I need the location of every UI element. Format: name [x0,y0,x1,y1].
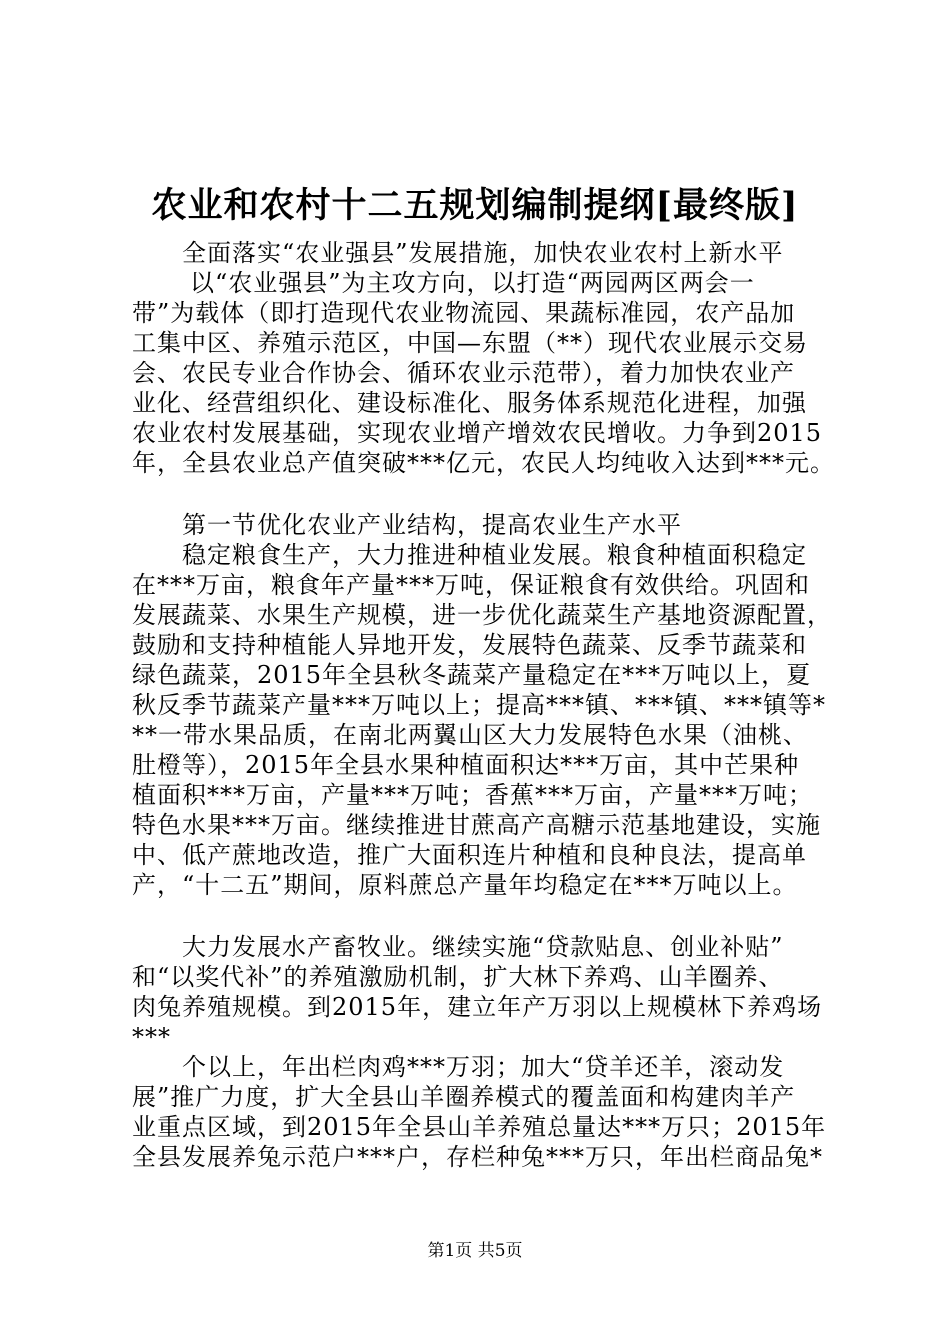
text-line: 特色水果***万亩。继续推进甘蔗高产高糖示范基地建设，实施 [132,811,821,839]
text-line: *** [132,1023,171,1051]
text-line: 肉兔养殖规模。到2015年，建立年产万羽以上规模林下养鸡场 [132,993,823,1021]
text-line: 带”为载体（即打造现代农业物流园、果蔬标准园，农产品加 [132,299,796,327]
text-line: 和“以奖代补”的养殖激励机制，扩大林下养鸡、山羊圈养、 [132,963,784,991]
text-line: 全县发展养兔示范户***户，存栏种兔***万只，年出栏商品兔* [132,1143,823,1171]
text-line: 展”推广力度，扩大全县山羊圈养模式的覆盖面和构建肉羊产 [132,1083,796,1111]
text-line: 工集中区、养殖示范区，中国—东盟（**）现代农业展示交易 [132,329,808,357]
text-line: **一带水果品质，在南北两翼山区大力发展特色水果（油桃、 [132,721,808,749]
section-first [132,510,832,900]
page-footer: 第1页 共5页 [427,1241,523,1261]
text-line: 产，“十二五”期间，原料蔗总产量年均稳定在***万吨以上。 [132,871,798,899]
text-line: 农业农村发展基础，实现农业增产增效农民增收。力争到2015 [132,419,823,447]
text-line: 业化、经营组织化、建设标准化、服务体系规范化进程，加强 [132,389,807,417]
text-line: 全面落实“农业强县”发展措施，加快农业农村上新水平 [182,239,784,267]
section-intro [132,238,835,478]
text-line: 中、低产蔗地改造，推广大面积连片种植和良种良法，提高单 [132,841,807,869]
text-line: 业重点区域，到2015年全县山羊养殖总量达***万只；2015年 [132,1113,827,1141]
text-line: 秋反季节蔬菜产量***万吨以上；提高***镇、***镇、***镇等* [132,691,826,719]
text-line: 大力发展水产畜牧业。继续实施“贷款贴息、创业补贴” [182,933,784,961]
text-line: 个以上，年出栏肉鸡***万羽；加大“贷羊还羊，滚动发 [182,1053,785,1081]
text-line: 植面积***万亩，产量***万吨；香蕉***万亩，产量***万吨； [132,781,813,809]
text-line: 鼓励和支持种植能人异地开发，发展特色蔬菜、反季节蔬菜和 [132,631,807,659]
text-line: 在***万亩，粮食年产量***万吨，保证粮食有效供给。巩固和 [132,571,810,599]
text-line: 稳定粮食生产，大力推进种植业发展。粮食种植面积稳定 [182,541,807,569]
text-line: 肚橙等），2015年全县水果种植面积达***万亩，其中芒果种 [132,751,800,779]
text-line: 绿色蔬菜，2015年全县秋冬蔬菜产量稳定在***万吨以上，夏 [132,661,812,689]
document-title: 农业和农村十二五规划编制提纲[最终版] [151,185,799,226]
text-line: 会、农民专业合作协会、循环农业示范带），着力加快农业产 [132,359,795,387]
section-heading: 第一节优化农业产业结构，提高农业生产水平 [182,511,682,539]
text-line: 以“农业强县”为主攻方向，以打造“两园两区两会一 [190,269,755,297]
text-line: 发展蔬菜、水果生产规模，进一步优化蔬菜生产基地资源配置， [132,601,832,629]
section-livestock [132,932,832,1172]
text-line: 年，全县农业总产值突破***亿元，农民人均纯收入达到***元。 [132,449,835,477]
